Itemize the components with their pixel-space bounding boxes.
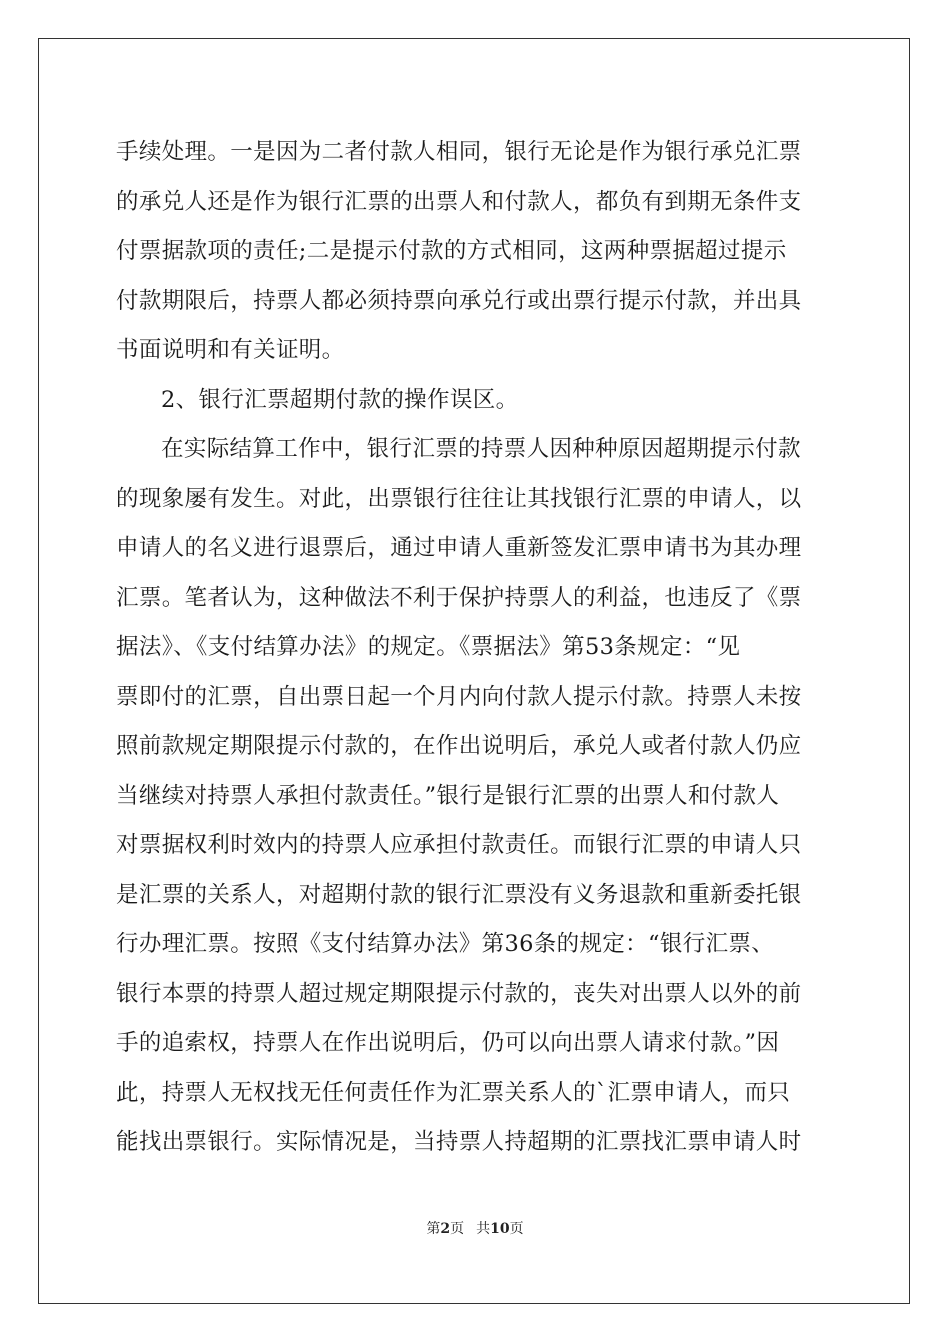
text-line: 付票据款项的责任;二是提示付款的方式相同，这两种票据超过提示	[116, 238, 787, 264]
page-footer	[0, 1218, 950, 1238]
text-line: 付款期限后，持票人都必须持票向承兑行或出票行提示付款，并出具	[116, 287, 802, 314]
footer-total-suffix: 页	[509, 1221, 524, 1237]
text-line: 行办理汇票。按照《支付结算办法》第36条的规定：“银行汇票、	[116, 931, 775, 957]
text-line: 能找出票银行。实际情况是，当持票人持超期的汇票找汇票申请人时	[116, 1129, 802, 1155]
footer-page-number: 2	[440, 1221, 451, 1237]
text-line: 的现象屡有发生。对此，出票银行往往让其找银行汇票的申请人，以	[116, 485, 802, 512]
text-line: 当继续对持票人承担付款责任。”银行是银行汇票的出票人和付款人	[116, 782, 780, 809]
text-line: 手的追索权，持票人在作出说明后，仍可以向出票人请求付款。”因	[116, 1030, 780, 1056]
text-line: 书面说明和有关证明。	[116, 337, 345, 363]
text-line: 票即付的汇票，自出票日起一个月内向付款人提示付款。持票人未按	[116, 683, 802, 710]
section-heading: 2、银行汇票超期付款的操作误区。	[161, 386, 519, 413]
text-line: 的承兑人还是作为银行汇票的出票人和付款人，都负有到期无条件支	[116, 188, 802, 215]
text-line: 照前款规定期限提示付款的，在作出说明后，承兑人或者付款人仍应	[116, 733, 802, 759]
text-line: 手续处理。一是因为二者付款人相同，银行无论是作为银行承兑汇票	[116, 139, 802, 165]
document-body	[116, 128, 836, 1168]
footer-total-prefix: 共	[476, 1221, 491, 1237]
text-line: 此，持票人无权找无任何责任作为汇票关系人的`汇票申请人，而只	[116, 1079, 791, 1106]
text-line: 据法》、《支付结算办法》的规定。《票据法》第53条规定：“见	[116, 634, 741, 660]
text-line: 是汇票的关系人，对超期付款的银行汇票没有义务退款和重新委托银	[116, 881, 802, 908]
text-line: 汇票。笔者认为，这种做法不利于保护持票人的利益，也违反了《票	[116, 584, 802, 611]
text-line: 对票据权利时效内的持票人应承担付款责任。而银行汇票的申请人只	[116, 832, 802, 858]
footer-page-prefix: 第	[426, 1221, 441, 1237]
paragraph-start: 在实际结算工作中，银行汇票的持票人因种种原因超期提示付款	[161, 436, 801, 462]
footer-total-pages: 10	[490, 1221, 510, 1237]
text-line: 申请人的名义进行退票后，通过申请人重新签发汇票申请书为其办理	[116, 535, 802, 561]
footer-page-suffix: 页	[450, 1221, 465, 1237]
text-line: 银行本票的持票人超过规定期限提示付款的，丧失对出票人以外的前	[116, 980, 802, 1007]
